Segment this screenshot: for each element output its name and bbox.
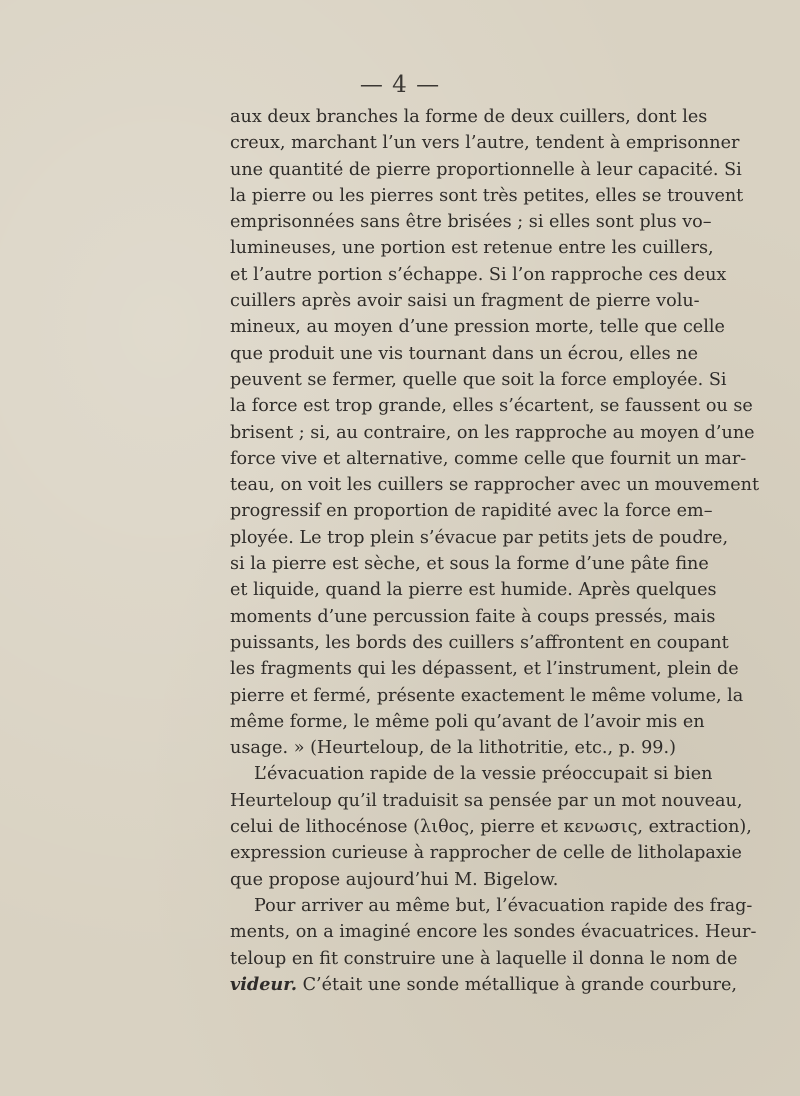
text-line: celui de lithocénose (λιθος, pierre et κενωσις, extraction),	[230, 817, 752, 838]
page-number: — 4 —	[359, 72, 441, 98]
text-line: si la pierre est sèche, et sous la forme d’une pâte fine	[230, 554, 709, 575]
text-line: lumineuses, une portion est retenue entre les cuillers,	[230, 238, 714, 259]
text-line: progressif en proportion de rapidité avec la force em–	[230, 501, 713, 522]
text-line: les fragments qui les dépassent, et l’instrument, plein de	[230, 659, 739, 680]
text-line: que propose aujourd’hui M. Bigelow.	[230, 869, 559, 890]
text-line: pierre et fermé, présente exactement le même volume, la	[230, 685, 744, 706]
text-line: emprisonnées sans être brisées ; si elles sont plus vo–	[230, 212, 712, 233]
text-line: ments, on a imaginé encore les sondes évacuatrices. Heur-	[230, 922, 757, 943]
text-line: la force est trop grande, elles s’écartent, se faussent ou se	[230, 396, 753, 417]
text-line: expression curieuse à rapprocher de celle de litholapaxie	[230, 843, 742, 864]
text-line: brisent ; si, au contraire, on les rapproche au moyen d’une	[230, 422, 755, 443]
text-line: creux, marchant l’un vers l’autre, tendent à emprisonner	[230, 133, 740, 154]
emphasized-word: videur.	[230, 973, 297, 995]
body-text	[230, 104, 760, 998]
text-line: force vive et alternative, comme celle que fournit un mar-	[230, 448, 747, 469]
text-line: que produit une vis tournant dans un écrou, elles ne	[230, 343, 699, 364]
text-line: et l’autre portion s’échappe. Si l’on rapproche ces deux	[230, 264, 727, 285]
text-line: mineux, au moyen d’une pression morte, telle que celle	[230, 317, 725, 338]
text-line: Pour arriver au même but, l’évacuation rapide des frag-	[254, 895, 753, 916]
text-line: aux deux branches la forme de deux cuillers, dont les	[230, 107, 708, 127]
text-line: ployée. Le trop plein s’évacue par petits jets de poudre,	[230, 527, 729, 548]
text-line: usage. » (Heurteloup, de la lithotritie, etc., p. 99.)	[230, 738, 676, 759]
text-line: puissants, les bords des cuillers s’affrontent en coupant	[230, 632, 729, 653]
text-line: peuvent se fermer, quelle que soit la force employée. Si	[230, 369, 727, 390]
text-line: une quantité de pierre proportionnelle à leur capacité. Si	[230, 159, 742, 180]
text-line: et liquide, quand la pierre est humide. Après quelques	[230, 580, 717, 601]
text-line: cuillers après avoir saisi un fragment de pierre volu-	[230, 291, 700, 312]
text-line	[230, 972, 737, 998]
text-line: L’évacuation rapide de la vessie préoccupait si bien	[254, 764, 713, 785]
text-line: même forme, le même poli qu’avant de l’avoir mis en	[230, 711, 705, 732]
text-line: teau, on voit les cuillers se rapprocher avec un mouvement	[230, 475, 760, 496]
text-line: teloup en fit construire une à laquelle il donna le nom de	[230, 948, 738, 969]
text-line-rest: C’était une sonde métallique à grande courbure,	[302, 974, 737, 995]
text-line: la pierre ou les pierres sont très petites, elles se trouvent	[230, 185, 744, 206]
text-line: moments d’une percussion faite à coups pressés, mais	[230, 606, 716, 627]
text-line: Heurteloup qu’il traduisit sa pensée par un mot nouveau,	[230, 790, 743, 811]
